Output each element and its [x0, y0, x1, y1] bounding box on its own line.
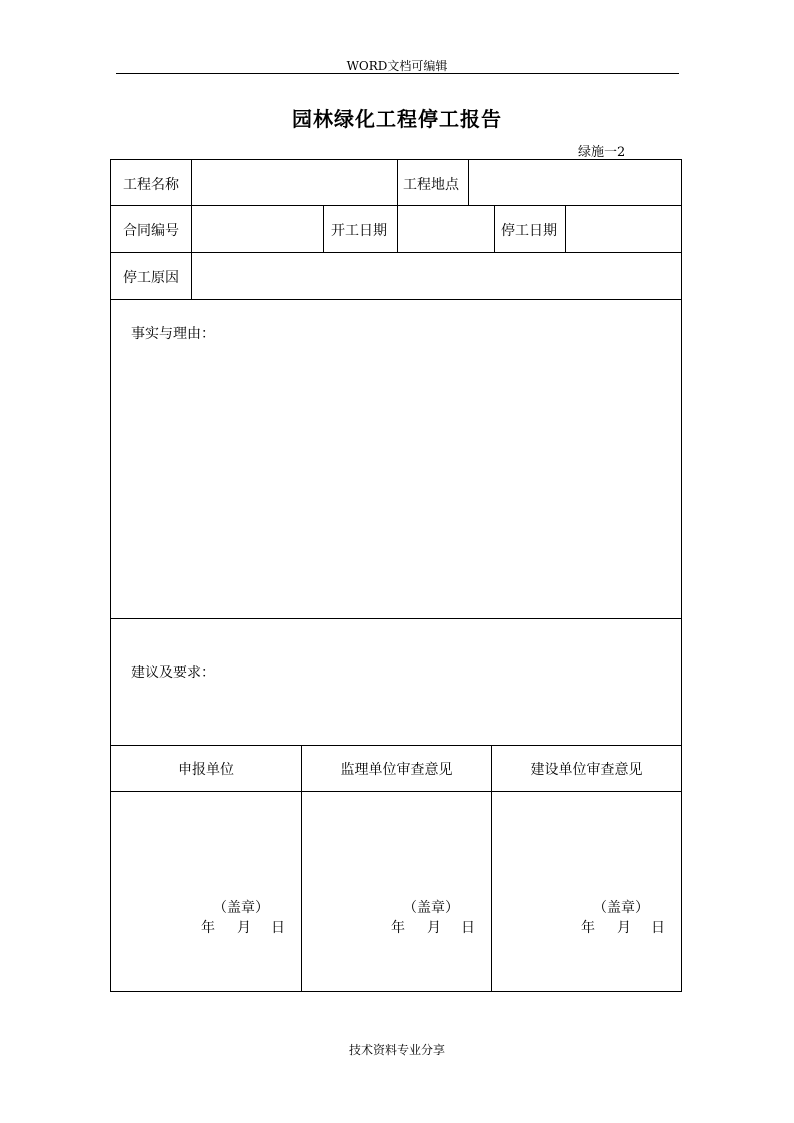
- stop-date-field[interactable]: [567, 207, 679, 250]
- contract-no-label: 合同编号: [123, 223, 179, 239]
- suggestions-label: 建议及要求：: [131, 665, 215, 681]
- stop-date-label: 停工日期: [501, 223, 557, 239]
- location-label-divider-right: [468, 160, 469, 205]
- owner-signoff-box[interactable]: [493, 793, 679, 989]
- project-location-label: 工程地点: [403, 177, 459, 193]
- signoff-divider-2: [491, 745, 492, 991]
- project-name-label: 工程名称: [123, 177, 179, 193]
- row-divider-1: [111, 205, 681, 206]
- location-label-divider-left: [397, 160, 398, 205]
- month-label: 月: [427, 920, 441, 936]
- facts-area[interactable]: [113, 301, 679, 616]
- supervisor-signoff-box[interactable]: [303, 793, 489, 989]
- project-name-field[interactable]: [193, 162, 395, 203]
- year-label: 年: [391, 920, 405, 936]
- stop-date-divider-right: [565, 205, 566, 252]
- day-label: 日: [271, 920, 285, 936]
- row-divider-3: [111, 299, 681, 300]
- row-divider-2: [111, 252, 681, 253]
- form-code: 绿施一2: [578, 145, 626, 160]
- year-label: 年: [201, 920, 215, 936]
- seal-label: （盖章）: [593, 900, 649, 916]
- declaring-unit-signoff-box[interactable]: [113, 793, 299, 989]
- project-location-field[interactable]: [470, 162, 679, 203]
- day-label: 日: [651, 920, 665, 936]
- seal-label: （盖章）: [403, 900, 459, 916]
- row-divider-5: [111, 745, 681, 746]
- owner-review-header: 建设单位审查意见: [530, 762, 643, 778]
- stop-date-divider-left: [494, 205, 495, 252]
- supervisor-review-header: 监理单位审查意见: [340, 762, 453, 778]
- suggestions-area[interactable]: [113, 620, 679, 743]
- month-label: 月: [617, 920, 631, 936]
- month-label: 月: [237, 920, 251, 936]
- seal-label: （盖章）: [213, 900, 269, 916]
- contract-no-field[interactable]: [193, 207, 321, 250]
- signoff-divider-1: [301, 745, 302, 991]
- header-divider: [116, 73, 679, 74]
- start-date-label: 开工日期: [331, 223, 387, 239]
- page-header-text: WORD文档可编辑: [346, 59, 448, 73]
- page-footer-text: 技术资料专业分享: [348, 1043, 445, 1057]
- stop-reason-label: 停工原因: [123, 270, 179, 286]
- document-title: 园林绿化工程停工报告: [292, 107, 502, 131]
- label-column-divider: [191, 160, 192, 299]
- stop-reason-field[interactable]: [193, 254, 679, 297]
- day-label: 日: [461, 920, 475, 936]
- start-date-divider-right: [397, 205, 398, 252]
- year-label: 年: [581, 920, 595, 936]
- start-date-divider-left: [323, 205, 324, 252]
- declaring-unit-header: 申报单位: [178, 762, 234, 778]
- start-date-field[interactable]: [399, 207, 492, 250]
- stop-work-report-form: [110, 159, 682, 992]
- row-divider-6: [111, 791, 681, 792]
- row-divider-4: [111, 618, 681, 619]
- facts-label: 事实与理由：: [131, 326, 215, 342]
